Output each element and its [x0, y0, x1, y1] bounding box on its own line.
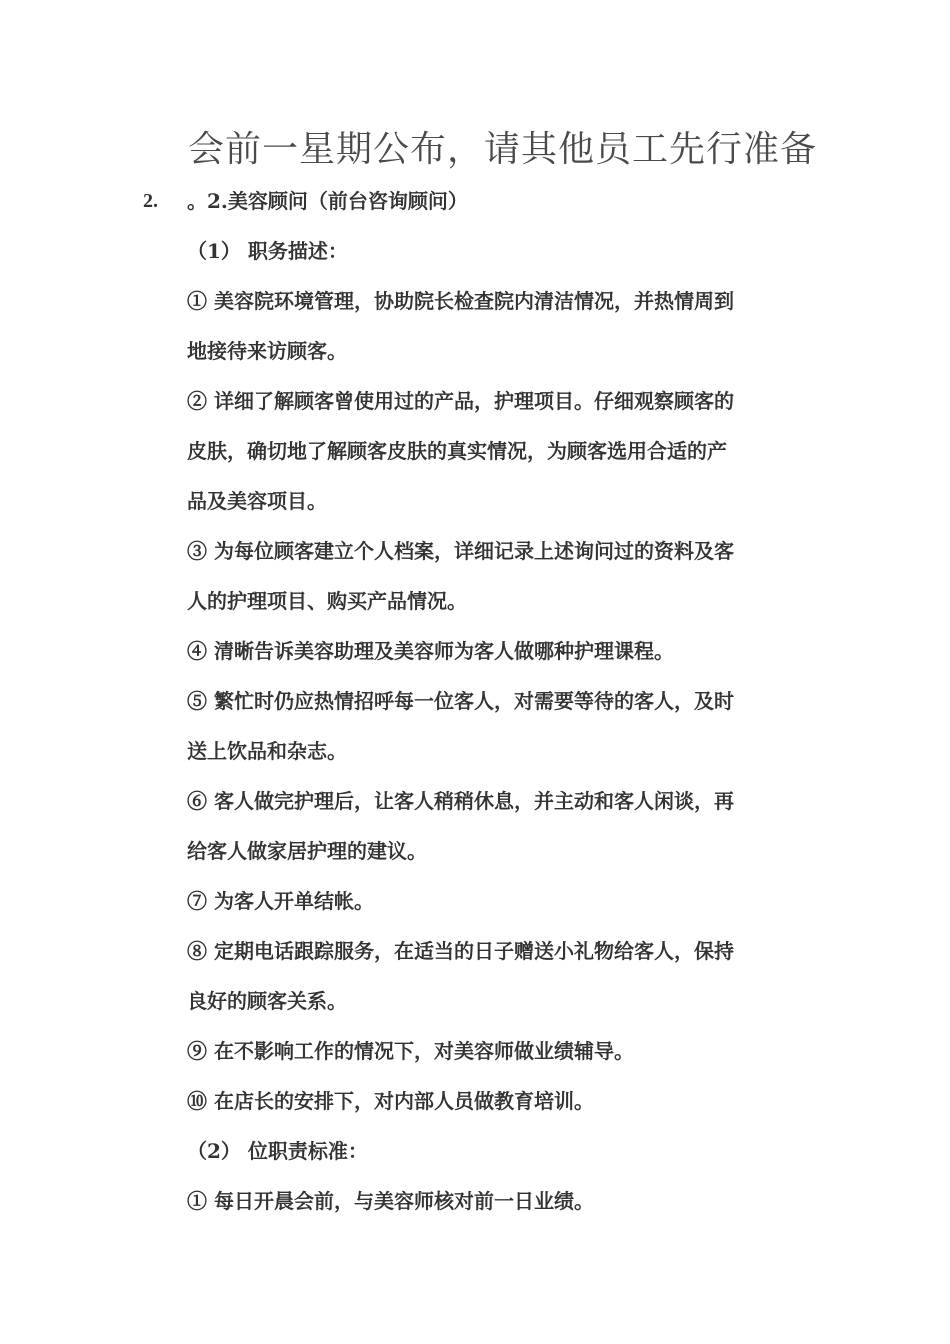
section-title: 。2.美容顾问（前台咨询顾问）: [187, 189, 468, 213]
paragraph-line: ① 美容院环境管理，协助院长检查院内清洁情况，并热情周到: [187, 289, 734, 313]
paragraph-line: 给客人做家居护理的建议。: [187, 839, 427, 863]
paragraph-line: 良好的顾客关系。: [187, 989, 347, 1013]
paragraph-line: ⑦ 为客人开单结帐。: [187, 889, 374, 913]
paragraph-line: 皮肤，确切地了解顾客皮肤的真实情况，为顾客选用合适的产: [187, 439, 727, 463]
paragraph-line: ⑩ 在店长的安排下，对内部人员做教育培训。: [187, 1089, 594, 1113]
paragraph-line: 人的护理项目、购买产品情况。: [187, 589, 467, 613]
paragraph-line: ② 详细了解顾客曾使用过的产品，护理项目。仔细观察顾客的: [187, 389, 734, 413]
list-number: 2.: [143, 190, 158, 212]
paragraph-line: ③ 为每位顾客建立个人档案，详细记录上述询问过的资料及客: [187, 539, 734, 563]
paragraph-line: ⑧ 定期电话跟踪服务，在适当的日子赠送小礼物给客人，保持: [187, 939, 734, 963]
paragraph-line: 品及美容项目。: [187, 489, 327, 513]
paragraph-line: 地接待来访顾客。: [187, 339, 347, 363]
paragraph-line: ⑥ 客人做完护理后，让客人稍稍休息，并主动和客人闲谈，再: [187, 789, 734, 813]
paragraph-line: 送上饮品和杂志。: [187, 739, 347, 763]
paragraph-line: ⑤ 繁忙时仍应热情招呼每一位客人，对需要等待的客人，及时: [187, 689, 734, 713]
subsection-heading: （1） 职务描述：: [187, 239, 348, 263]
paragraph-line: ④ 清晰告诉美容助理及美容师为客人做哪种护理课程。: [187, 639, 674, 663]
document-body: [187, 176, 817, 1226]
paragraph-line: ⑨ 在不影响工作的情况下，对美容师做业绩辅导。: [187, 1039, 634, 1063]
subsection-heading: （2） 位职责标准：: [187, 1139, 368, 1163]
paragraph-line: ① 每日开晨会前，与美容师核对前一日业绩。: [187, 1189, 594, 1213]
heading-text: 会前一星期公布，请其他员工先行准备: [188, 129, 818, 170]
